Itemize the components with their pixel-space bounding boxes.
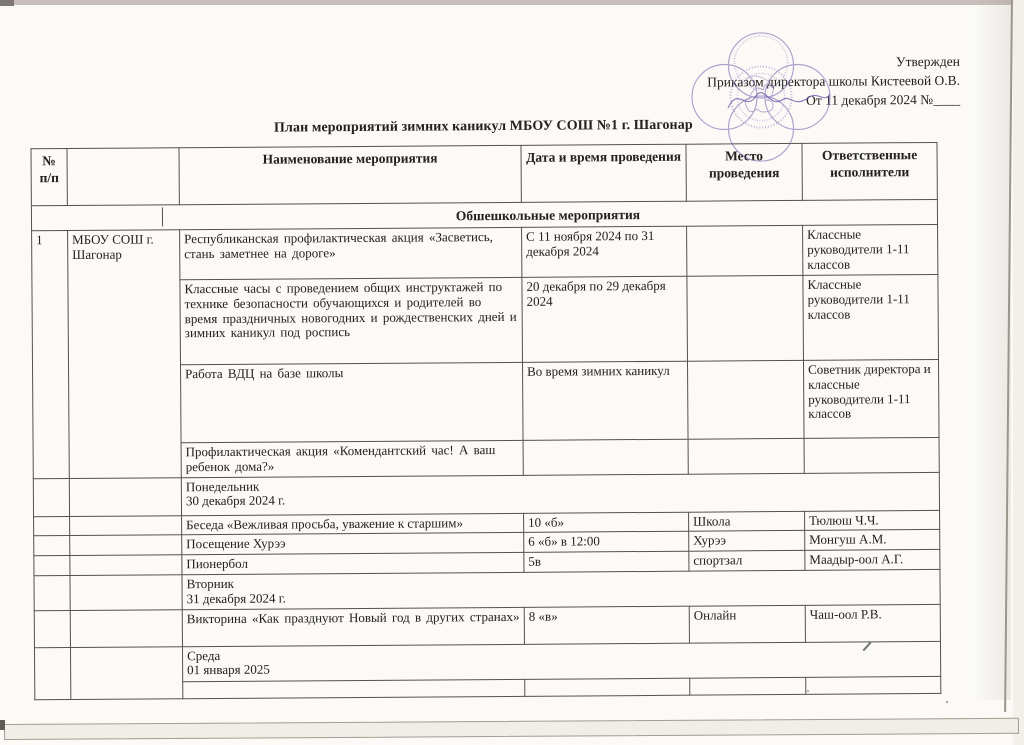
table-row [32,225,938,281]
col-header-datetime: Дата и время проведения [521,145,686,203]
day-name: Вторник [186,575,235,592]
responsible-cell [804,437,939,473]
event-name-cell: Работа ВДЦ на базе школы [181,362,524,442]
col-header-place: Место проведения [686,144,802,202]
empty-cell [69,477,181,516]
empty-cell [70,555,182,576]
place-cell: Онлайн [689,605,805,643]
row-number-cell: 1 [32,231,70,478]
date-cell: Во время зимних каникул [522,361,688,440]
scan-edge-corner-bottom [0,720,5,730]
place-cell [687,360,804,439]
responsible-cell [806,676,941,694]
responsible-cell: Тюлюш Ч.Ч. [805,510,940,531]
scan-speck [807,690,809,692]
day-banner-wednesday [182,641,940,681]
day-name: Среда [186,647,221,663]
events-table [30,142,941,699]
day-banner-row [33,472,939,516]
place-cell: спортзал [689,551,805,572]
empty-cell [34,610,70,647]
table-row [34,604,940,647]
event-name-cell: Пионербол [182,552,524,574]
empty-cell [70,575,182,610]
document-title: План мероприятий зимних каникул МБОУ СОШ №1 г. Шагонар [273,118,693,137]
date-cell [525,678,690,696]
place-cell: Хурээ [689,531,805,552]
day-date: 01 января 2025 [187,662,270,678]
approval-line-2: Приказом директора школы Кистеевой О.В. [707,72,961,90]
event-name-cell: Профилактическая акция «Комендантский час! А ваш ребенок дома?» [181,440,523,477]
section-banner-title: Обшешкольные мероприятия [455,207,641,224]
empty-cell [34,647,70,699]
empty-cell [34,556,70,576]
section-banner-left-cell [36,208,163,227]
day-name: Понедельник [185,478,260,494]
event-name-cell: Посещение Хурээ [182,533,524,555]
day-banner-tuesday [182,569,940,609]
empty-cell [70,646,182,699]
date-cell: С 11 ноября 2024 по 31 декабря 2024 [522,227,687,278]
event-name-cell: Викторина «Как празднуют Новый год в других странах» [182,607,524,646]
day-banner-monday [181,472,939,515]
day-date: 31 декабря 2024 г. [186,590,286,606]
col-header-org [67,148,179,206]
signature-mark-icon [724,78,834,123]
date-cell: 20 декабря по 29 декабря 2024 [522,276,688,362]
responsible-cell: Классные руководители 1-11 классов [803,225,938,275]
place-cell [690,677,806,695]
empty-cell [34,575,70,610]
event-name-cell: Классные часы с проведением общих инструктажей по технике безопасности обучающихся и родителей во время праздничных новогодних и рождественских дней и зимних каникул под роспись [180,277,523,364]
organization-cell: МБОУ СОШ г. Шагонар [68,230,182,478]
approval-line-1: Утвержден [895,53,960,70]
date-cell: 6 «б» в 12:00 [524,532,689,553]
scan-speck [946,701,948,703]
approval-line-3: От 11 декабря 2024 №____ [806,92,961,109]
date-cell: 8 «в» [524,606,689,644]
event-name-cell [183,679,525,698]
empty-cell [34,516,70,536]
responsible-cell: Классные руководители 1-11 классов [803,274,939,360]
date-cell: 5в [524,551,689,572]
date-cell [523,439,688,475]
empty-cell [33,478,69,516]
scan-edge-right [1013,0,1024,745]
col-header-num: № п/п [31,149,67,206]
place-cell: Школа [689,511,805,532]
empty-cell [70,515,182,536]
col-header-responsible: Ответственные исполнители [802,143,937,201]
responsible-cell: Чаш-оол Р.В. [805,604,940,642]
empty-cell [34,536,70,556]
scan-edge-corner [0,0,14,6]
place-cell [688,438,804,473]
responsible-cell: Советник директора и классные руководители 1-11 классов [803,359,939,438]
place-cell [687,275,804,361]
scan-edge-top [0,0,1024,5]
date-cell: 10 «б» [524,512,689,533]
empty-cell [70,609,182,647]
event-name-cell: Беседа «Вежливая просьба, уважение к старшим» [182,513,524,535]
empty-cell [70,535,182,556]
responsible-cell: Монгуш А.М. [805,530,940,551]
place-cell [687,226,803,276]
event-name-cell: Республиканская профилактическая акция «Засветись, стань заметнее на дороге» [180,228,522,280]
day-date: 30 декабря 2024 г. [185,492,286,509]
scan-page-below-edge [4,718,1019,740]
responsible-cell: Маадыр-оол А.Г. [805,550,940,571]
col-header-event: Наименование мероприятия [179,146,521,205]
